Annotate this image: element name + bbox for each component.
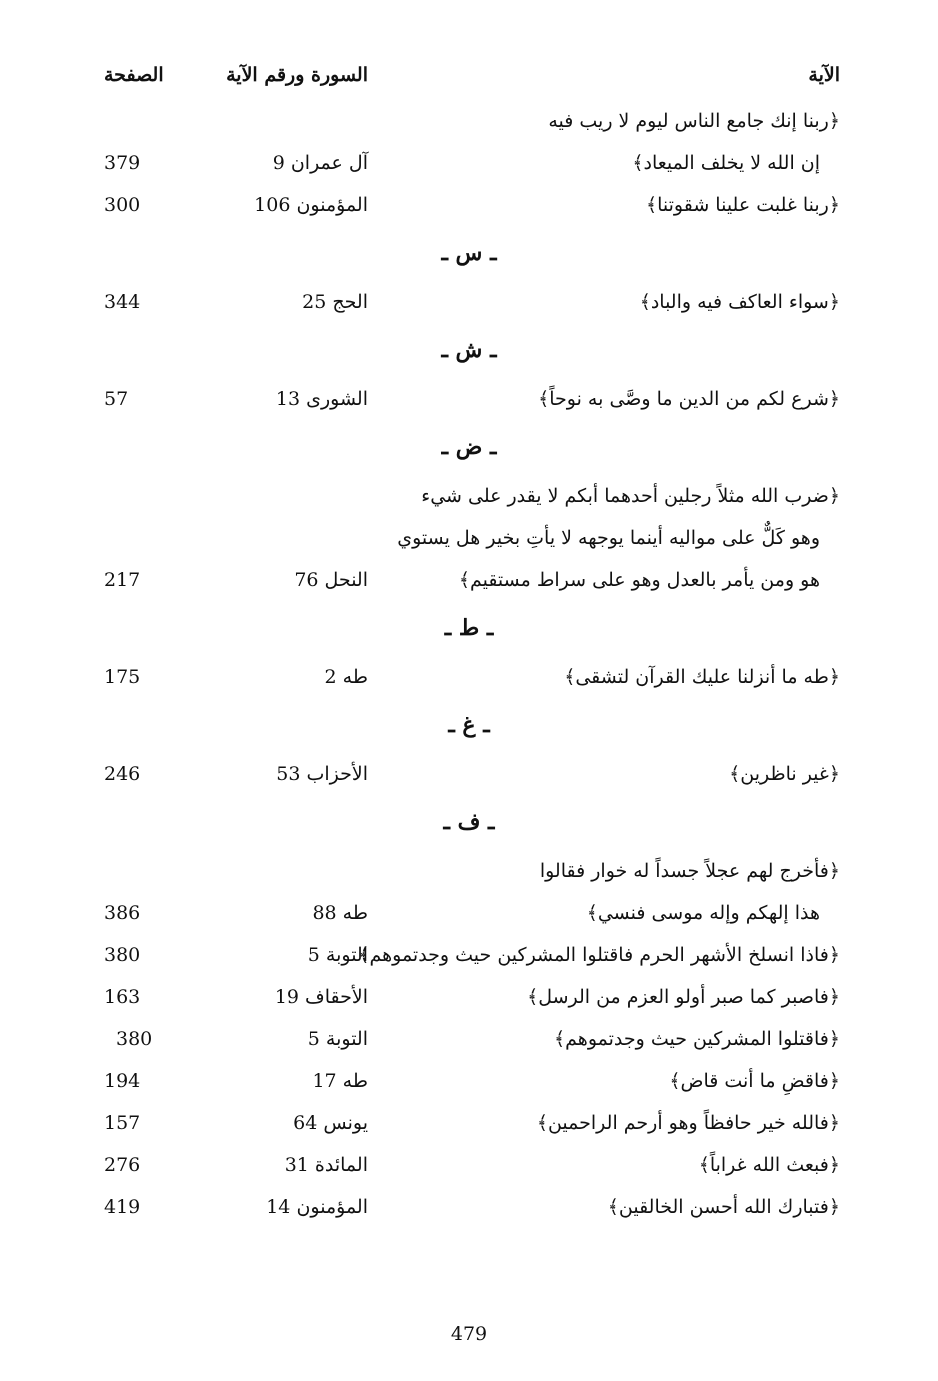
page-reference: 419 [104,1196,141,1218]
verse-column-header: الآية [808,64,840,86]
verse-text: ﴿فأخرج لهم عجلاً جسداً له خوار فقالوا [539,860,840,882]
index-row [0,934,938,976]
page-reference: 217 [104,569,141,591]
index-row [0,976,938,1018]
verse-text: هذا إلهكم وإله موسى فنسي﴾ [586,902,820,924]
verse-text: ﴿فبعث الله غراباً﴾ [698,1154,840,1176]
page-reference: 380 [104,944,141,966]
section-letter: ـ ف ـ [443,809,495,835]
surah-reference: طه 88 [312,902,368,924]
surah-reference: يونس 64 [293,1112,368,1134]
surah-reference: آل عمران 9 [272,152,368,174]
index-row [0,475,938,517]
index-row [0,100,938,142]
surah-reference: طه 2 [324,666,368,688]
index-row [0,281,938,323]
index-row [0,656,938,698]
section-letter: ـ ض ـ [441,434,497,460]
page-reference: 300 [104,194,141,216]
index-row [0,559,938,601]
verse-text: ﴿شرع لكم من الدين ما وصَّى به نوحاً﴾ [538,388,840,410]
surah-reference: الحج 25 [302,291,368,313]
page-reference: 276 [104,1154,141,1176]
page-reference: 157 [104,1112,141,1134]
verse-text: ﴿فاقتلوا المشركين حيث وجدتموهم﴾ [554,1028,840,1050]
verse-text: ﴿فالله خير حافظاً وهو أرحم الراحمين﴾ [536,1112,840,1134]
section-heading [0,323,938,378]
surah-reference: النحل 76 [294,569,368,591]
page-reference: 163 [104,986,141,1008]
section-heading [0,795,938,850]
section-letter: ـ ط ـ [444,615,494,641]
verse-text: ﴿ربنا إنك جامع الناس ليوم لا ريب فيه [548,110,840,132]
section-heading [0,420,938,475]
section-heading [0,698,938,753]
verse-text: ﴿طه ما أنزلنا عليك القرآن لتشقى﴾ [564,666,840,688]
index-row [0,1018,938,1060]
index-row [0,517,938,559]
index-row [0,850,938,892]
verse-text: ﴿ربنا غلبت علينا شقوتنا﴾ [645,194,840,216]
page-reference: 246 [104,763,141,785]
verse-text: ﴿سواء العاكف فيه والباد﴾ [639,291,840,313]
surah-reference: المؤمنون 106 [254,194,368,216]
page-reference: 57 [104,388,129,410]
table-header [0,58,938,92]
verse-text: ﴿فاصبر كما صبر أولو العزم من الرسل﴾ [527,986,840,1008]
surah-column-header: السورة ورقم الآية [226,64,368,86]
index-row [0,1060,938,1102]
surah-reference: الأحقاف 19 [274,986,368,1008]
section-letter: ـ ش ـ [441,337,497,363]
verse-text: هو ومن يأمر بالعدل وهو على سراط مستقيم﴾ [458,569,820,591]
page-reference: 380 [116,1028,153,1050]
verse-text: ﴿فاذا انسلخ الأشهر الحرم فاقتلوا المشركين حيث وجدتموهم﴾ [358,944,840,966]
section-letter: ـ غ ـ [448,712,490,738]
verse-text: ﴿فاقضِ ما أنت قاض﴾ [669,1070,840,1092]
page-reference: 386 [104,902,141,924]
verse-text: ﴿ضرب الله مثلاً رجلين أحدهما أبكم لا يقدر على شيء [421,485,840,507]
index-row [0,753,938,795]
page-reference: 344 [104,291,141,313]
index-row [0,1102,938,1144]
index-list [0,100,938,1228]
surah-reference: المائدة 31 [284,1154,368,1176]
page-number: 479 [450,1323,488,1345]
page-reference: 194 [104,1070,141,1092]
page-reference: 379 [104,152,141,174]
surah-reference: الأحزاب 53 [276,763,368,785]
index-row [0,892,938,934]
surah-reference: التوبة 5 [307,944,368,966]
surah-reference: الشورى 13 [275,388,368,410]
index-row [0,142,938,184]
verse-text: ﴿غير ناظرين﴾ [729,763,840,785]
verse-text: ﴿فتبارك الله أحسن الخالقين﴾ [607,1196,840,1218]
section-heading [0,601,938,656]
verse-text: وهو كَلٌّ على مواليه أينما يوجهه لا يأتِ بخير هل يستوي [397,527,820,549]
index-row [0,1186,938,1228]
surah-reference: طه 17 [312,1070,368,1092]
section-letter: ـ س ـ [441,240,497,266]
page-reference: 175 [104,666,141,688]
surah-reference: المؤمنون 14 [266,1196,368,1218]
verse-text: إن الله لا يخلف الميعاد﴾ [632,152,820,174]
surah-reference: التوبة 5 [307,1028,368,1050]
index-row [0,378,938,420]
index-row [0,184,938,226]
section-heading [0,226,938,281]
page-column-header: الصفحة [104,64,164,86]
index-row [0,1144,938,1186]
